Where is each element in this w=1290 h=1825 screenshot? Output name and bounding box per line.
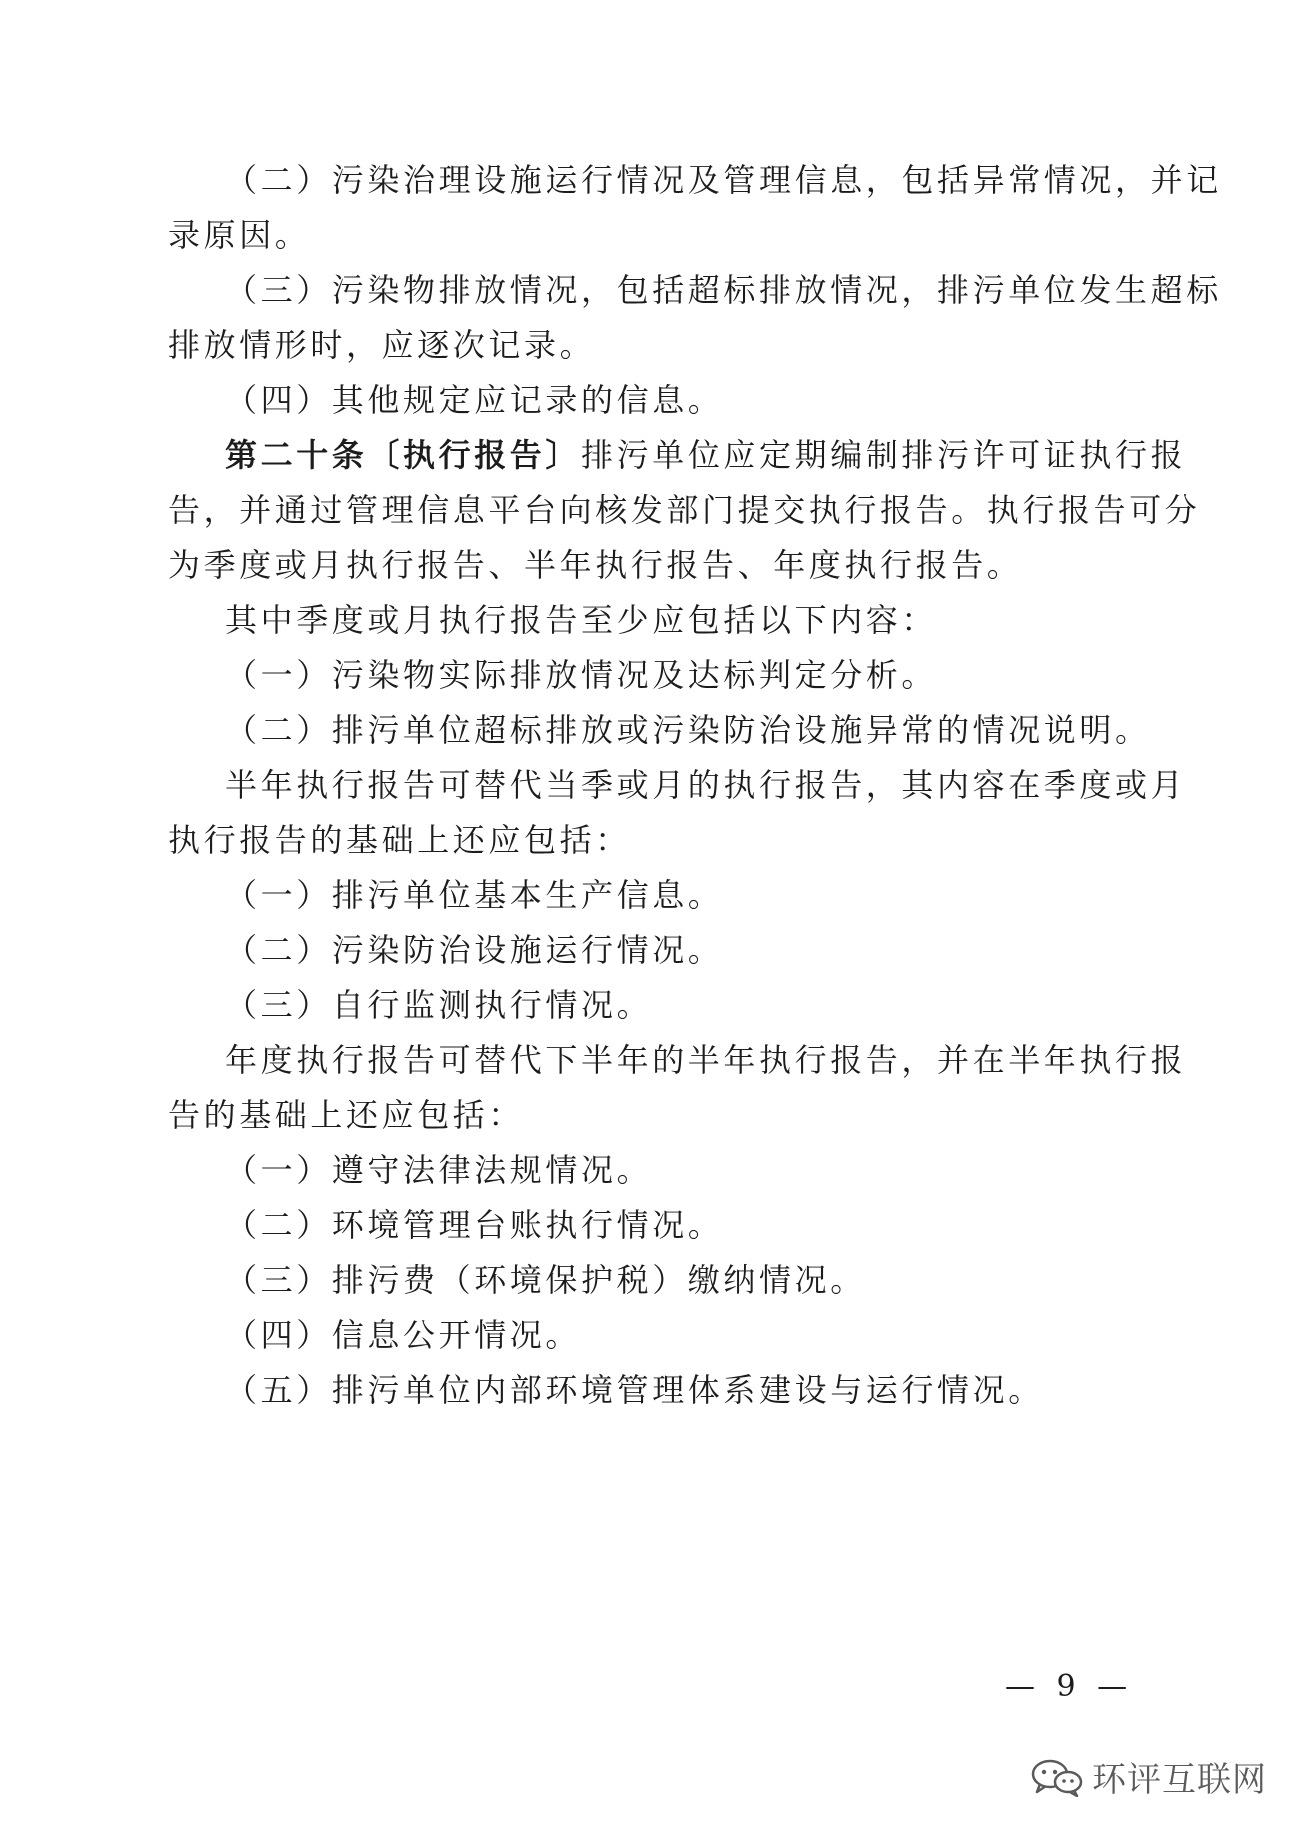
paragraph-line: 年度执行报告可替代下半年的半年执行报告，并在半年执行报	[225, 1041, 1187, 1079]
paragraph-line: （二）污染防治设施运行情况。	[225, 931, 724, 969]
paragraph-line: （二）排污单位超标排放或污染防治设施异常的情况说明。	[225, 711, 1151, 749]
paragraph-line: （三）排污费（环境保护税）缴纳情况。	[225, 1261, 866, 1299]
watermark-text: 环评互联网	[1092, 1760, 1267, 1800]
paragraph-line: （二）污染治理设施运行情况及管理信息，包括异常情况，并记	[225, 161, 1222, 199]
article-heading: 第二十条〔执行报告〕	[225, 436, 582, 474]
paragraph-line: （四）其他规定应记录的信息。	[225, 381, 724, 419]
paragraph-line: 录原因。	[168, 216, 311, 254]
paragraph-line: 告的基础上还应包括：	[168, 1096, 525, 1134]
paragraph-line: （一）排污单位基本生产信息。	[225, 876, 724, 914]
paragraph-line: 其中季度或月执行报告至少应包括以下内容：	[225, 601, 938, 639]
paragraph-line: 为季度或月执行报告、半年执行报告、年度执行报告。	[168, 546, 1023, 584]
paragraph-line: （二）环境管理台账执行情况。	[225, 1206, 724, 1244]
watermark	[1030, 1752, 1267, 1801]
page-number: — 9 —	[1005, 1669, 1134, 1704]
paragraph-line: （三）自行监测执行情况。	[225, 986, 653, 1024]
paragraph-line: （一）污染物实际排放情况及达标判定分析。	[225, 656, 938, 694]
paragraph-line: （五）排污单位内部环境管理体系建设与运行情况。	[225, 1371, 1044, 1409]
paragraph-line: 排放情形时，应逐次记录。	[168, 326, 596, 364]
wechat-icon	[1030, 1757, 1086, 1797]
paragraph-line: 执行报告的基础上还应包括：	[168, 821, 631, 859]
paragraph-line: （四）信息公开情况。	[225, 1316, 582, 1354]
article-line	[225, 435, 1186, 475]
paragraph-line: （一）遵守法律法规情况。	[225, 1151, 653, 1189]
paragraph-line: （三）污染物排放情况，包括超标排放情况，排污单位发生超标	[225, 271, 1222, 309]
article-text: 排污单位应定期编制排污许可证执行报	[581, 436, 1187, 474]
paragraph-line: 告，并通过管理信息平台向核发部门提交执行报告。执行报告可分	[168, 491, 1201, 529]
paragraph-line: 半年执行报告可替代当季或月的执行报告，其内容在季度或月	[225, 766, 1187, 804]
